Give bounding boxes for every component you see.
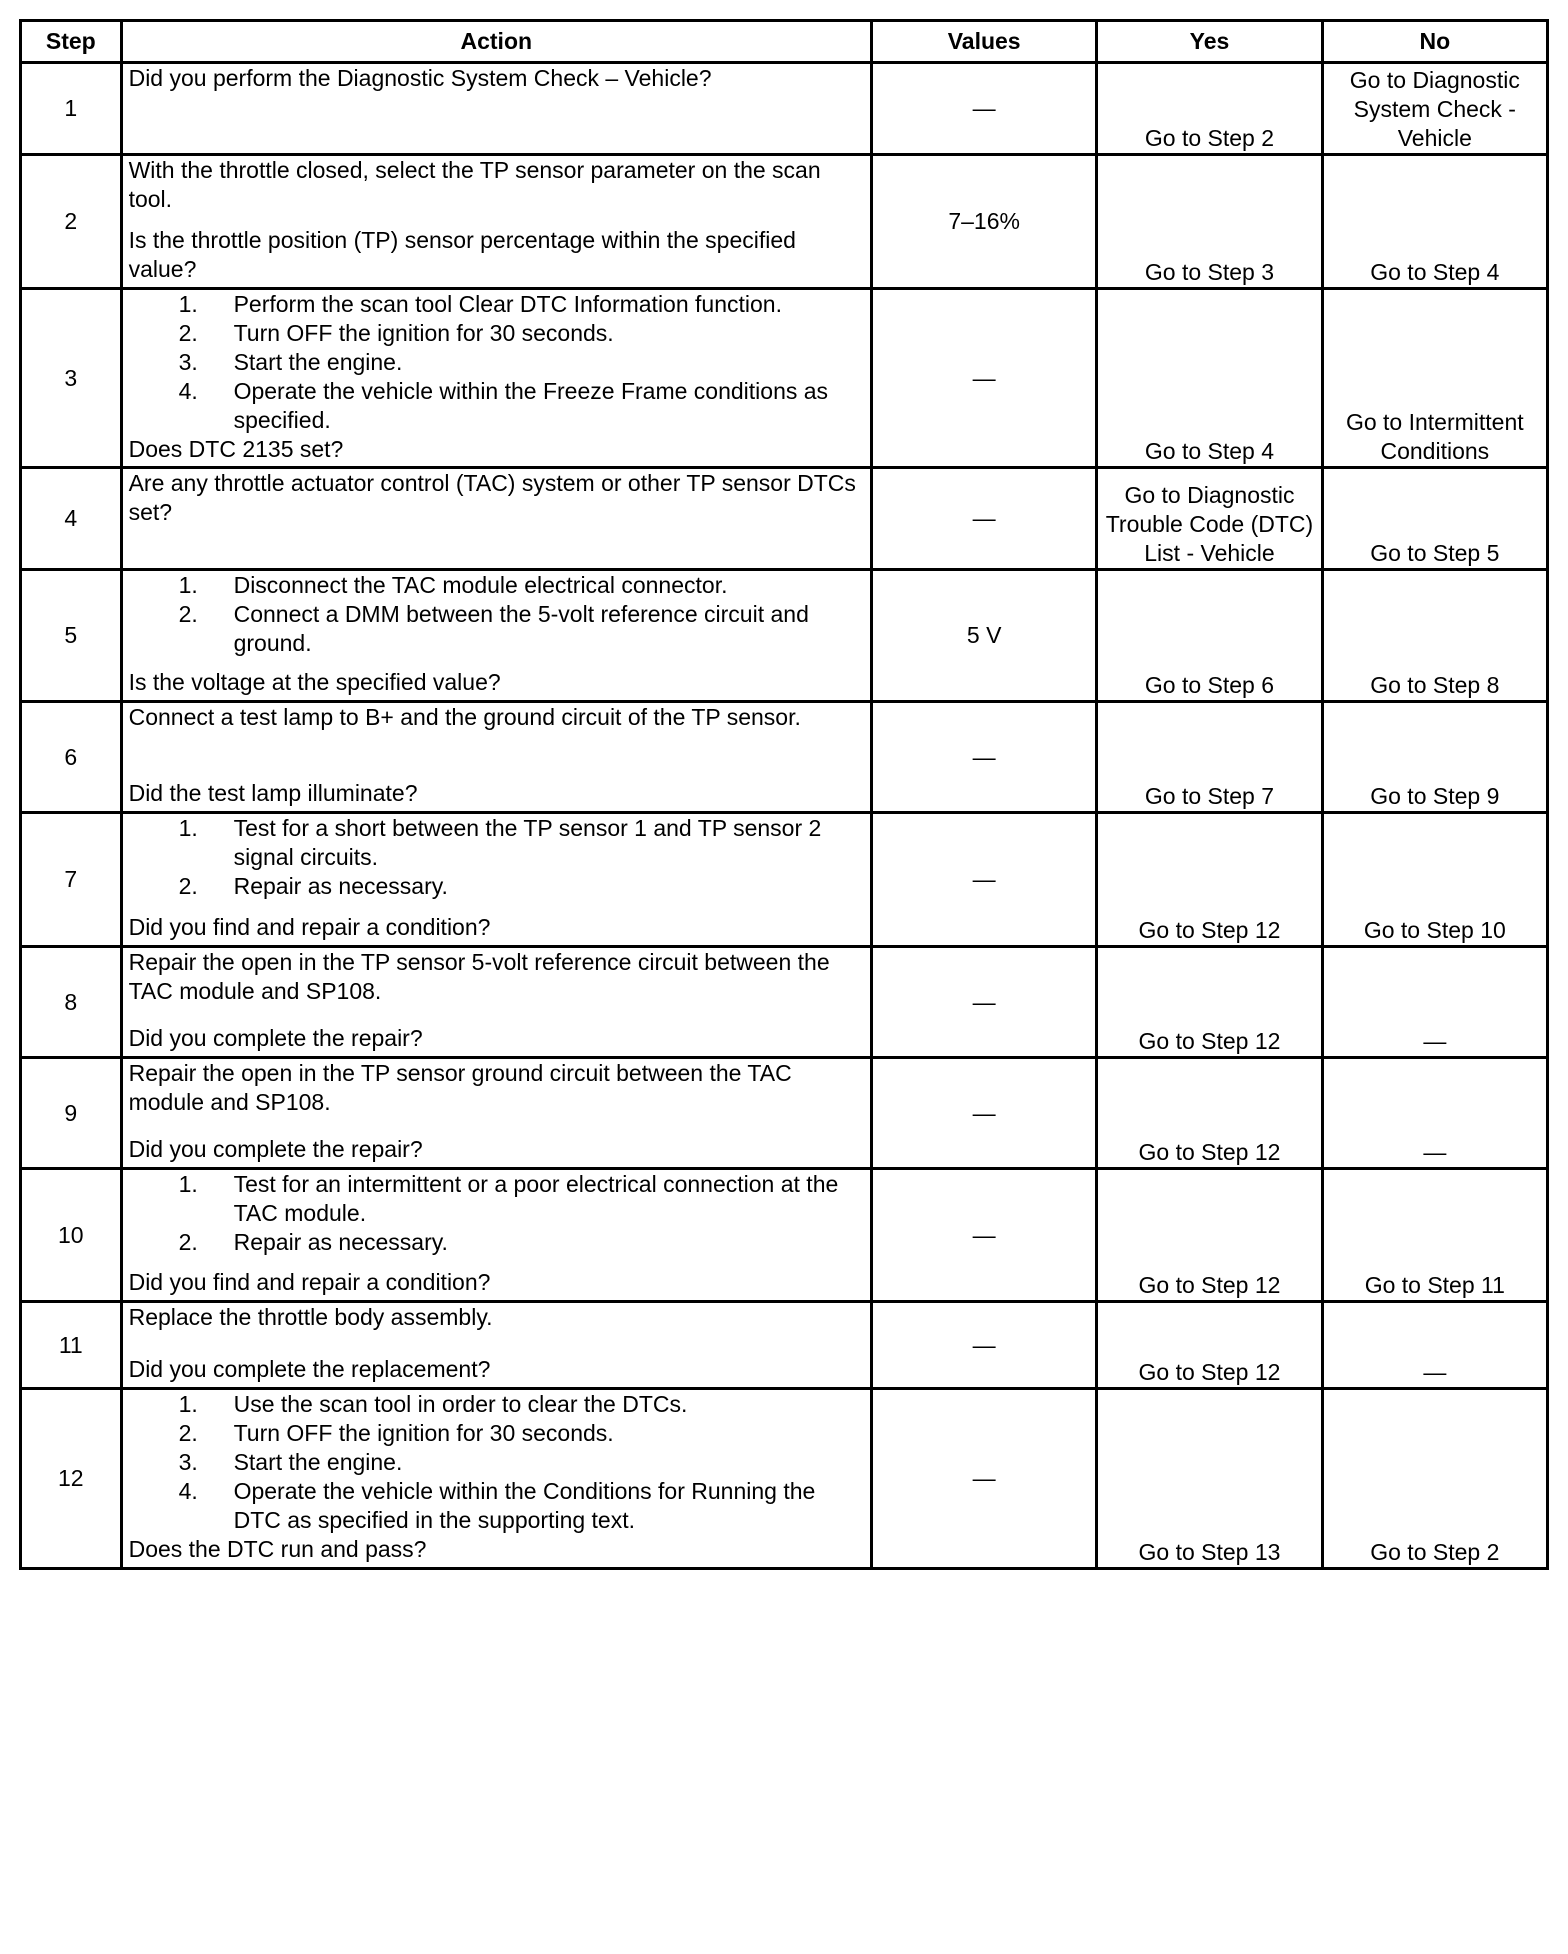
action-list-item <box>129 1477 864 1535</box>
header-values: Values <box>872 21 1097 63</box>
yes-cell: Go to Step 6 <box>1097 570 1322 702</box>
action-question: Did you complete the repair? <box>128 1025 423 1051</box>
header-row <box>21 21 1548 63</box>
list-item-number: 1. <box>178 1391 198 1417</box>
values-cell: — <box>872 1169 1097 1302</box>
values-cell: — <box>872 947 1097 1058</box>
list-item-text: Turn OFF the ignition for 30 seconds. <box>233 1420 614 1446</box>
action-cell <box>121 570 871 702</box>
table-row <box>21 63 1548 155</box>
table-row <box>21 468 1548 570</box>
list-item-number: 1. <box>178 1171 198 1197</box>
table-row <box>21 570 1548 702</box>
step-number: 3 <box>21 289 122 468</box>
action-list-item <box>129 1170 864 1228</box>
action-list-item <box>129 814 864 872</box>
step-number: 6 <box>21 702 122 813</box>
header-step: Step <box>21 21 122 63</box>
list-item-number: 2. <box>178 873 198 899</box>
action-question: Did the test lamp illuminate? <box>128 780 418 806</box>
list-item-text: Repair as necessary. <box>233 1229 448 1255</box>
list-item-text: Start the engine. <box>233 1449 403 1475</box>
step-number: 5 <box>21 570 122 702</box>
action-list-item <box>129 290 864 319</box>
no-cell: Go to Step 10 <box>1322 813 1547 947</box>
no-cell: — <box>1322 1302 1547 1389</box>
step-number: 9 <box>21 1058 122 1169</box>
action-list-item <box>129 1448 864 1477</box>
list-item-number: 1. <box>178 572 198 598</box>
table-row <box>21 1169 1548 1302</box>
values-cell: — <box>872 63 1097 155</box>
action-cell <box>121 1302 871 1389</box>
step-number: 11 <box>21 1302 122 1389</box>
action-list-item <box>129 600 864 658</box>
table-row <box>21 289 1548 468</box>
step-number: 8 <box>21 947 122 1058</box>
action-list-item <box>129 1390 864 1419</box>
action-cell <box>121 813 871 947</box>
action-list <box>129 571 864 658</box>
list-item-number: 1. <box>178 815 198 841</box>
action-text: Repair the open in the TP sensor ground circuit between the TAC module and SP108. <box>128 1060 792 1115</box>
values-cell: — <box>872 813 1097 947</box>
action-text: With the throttle closed, select the TP sensor parameter on the scan tool. <box>128 157 821 212</box>
yes-cell: Go to Step 2 <box>1097 63 1322 155</box>
header-yes: Yes <box>1097 21 1322 63</box>
yes-cell: Go to Step 13 <box>1097 1389 1322 1569</box>
action-question: Does the DTC run and pass? <box>128 1536 427 1562</box>
action-list-item <box>129 1228 864 1257</box>
yes-cell: Go to Step 12 <box>1097 947 1322 1058</box>
header-no: No <box>1322 21 1547 63</box>
diagnostic-table <box>19 19 1549 1570</box>
list-item-text: Repair as necessary. <box>233 873 448 899</box>
action-list <box>129 290 864 435</box>
action-list-item <box>129 319 864 348</box>
values-cell: — <box>872 1389 1097 1569</box>
no-cell: Go to Intermittent Conditions <box>1322 289 1547 468</box>
list-item-number: 3. <box>178 1449 198 1475</box>
list-item-text: Connect a DMM between the 5-volt reference circuit and ground. <box>233 601 809 656</box>
table-row <box>21 1389 1548 1569</box>
no-cell: Go to Step 2 <box>1322 1389 1547 1569</box>
yes-cell: Go to Step 12 <box>1097 1302 1322 1389</box>
action-list <box>129 1170 864 1257</box>
action-text: Did you perform the Diagnostic System Check – Vehicle? <box>128 65 712 91</box>
list-item-number: 2. <box>178 601 198 627</box>
no-cell: Go to Step 5 <box>1322 468 1547 570</box>
action-cell <box>121 1058 871 1169</box>
action-cell <box>121 63 871 155</box>
action-text: Replace the throttle body assembly. <box>128 1304 493 1330</box>
yes-cell: Go to Diagnostic Trouble Code (DTC) List - Vehicle <box>1097 468 1322 570</box>
values-cell: — <box>872 1302 1097 1389</box>
step-number: 4 <box>21 468 122 570</box>
action-list-item <box>129 571 864 600</box>
list-item-text: Operate the vehicle within the Freeze Frame conditions as specified. <box>233 378 829 433</box>
action-list-item <box>129 872 864 901</box>
table-row <box>21 813 1548 947</box>
yes-cell: Go to Step 12 <box>1097 813 1322 947</box>
yes-cell: Go to Step 7 <box>1097 702 1322 813</box>
list-item-number: 1. <box>178 291 198 317</box>
list-item-text: Disconnect the TAC module electrical connector. <box>233 572 728 598</box>
action-cell <box>121 289 871 468</box>
action-list <box>129 814 864 901</box>
list-item-number: 4. <box>178 1478 198 1504</box>
table-row <box>21 1302 1548 1389</box>
action-question: Is the voltage at the specified value? <box>128 669 501 695</box>
action-question: Did you complete the replacement? <box>128 1356 491 1382</box>
action-question: Did you find and repair a condition? <box>128 1269 491 1295</box>
yes-cell: Go to Step 12 <box>1097 1169 1322 1302</box>
values-cell: — <box>872 289 1097 468</box>
list-item-text: Test for an intermittent or a poor electrical connection at the TAC module. <box>233 1171 839 1226</box>
action-cell <box>121 947 871 1058</box>
list-item-number: 3. <box>178 349 198 375</box>
no-cell: — <box>1322 1058 1547 1169</box>
action-cell <box>121 1169 871 1302</box>
list-item-text: Use the scan tool in order to clear the DTCs. <box>233 1391 688 1417</box>
no-cell: Go to Step 4 <box>1322 155 1547 289</box>
yes-cell: Go to Step 4 <box>1097 289 1322 468</box>
action-text: Connect a test lamp to B+ and the ground circuit of the TP sensor. <box>128 704 801 730</box>
action-cell <box>121 702 871 813</box>
step-number: 1 <box>21 63 122 155</box>
action-cell <box>121 155 871 289</box>
table-row <box>21 702 1548 813</box>
action-text: Are any throttle actuator control (TAC) system or other TP sensor DTCs set? <box>128 470 856 525</box>
action-question: Did you find and repair a condition? <box>128 914 491 940</box>
action-list <box>129 1390 864 1535</box>
action-cell <box>121 468 871 570</box>
step-number: 10 <box>21 1169 122 1302</box>
values-cell: 7–16% <box>872 155 1097 289</box>
no-cell: Go to Step 9 <box>1322 702 1547 813</box>
list-item-text: Perform the scan tool Clear DTC Information function. <box>233 291 782 317</box>
header-action: Action <box>121 21 871 63</box>
list-item-text: Start the engine. <box>233 349 403 375</box>
action-question: Does DTC 2135 set? <box>128 436 344 462</box>
list-item-number: 2. <box>178 1229 198 1255</box>
no-cell: — <box>1322 947 1547 1058</box>
list-item-number: 4. <box>178 378 198 404</box>
yes-cell: Go to Step 12 <box>1097 1058 1322 1169</box>
list-item-text: Operate the vehicle within the Conditions for Running the DTC as specified in the supporting text. <box>233 1478 816 1533</box>
step-number: 7 <box>21 813 122 947</box>
list-item-text: Test for a short between the TP sensor 1 and TP sensor 2 signal circuits. <box>233 815 822 870</box>
list-item-number: 2. <box>178 320 198 346</box>
step-number: 12 <box>21 1389 122 1569</box>
no-cell: Go to Step 11 <box>1322 1169 1547 1302</box>
values-cell: — <box>872 468 1097 570</box>
action-question: Is the throttle position (TP) sensor percentage within the specified value? <box>128 227 796 282</box>
step-number: 2 <box>21 155 122 289</box>
values-cell: — <box>872 702 1097 813</box>
action-list-item <box>129 348 864 377</box>
table-row <box>21 155 1548 289</box>
no-cell: Go to Step 8 <box>1322 570 1547 702</box>
values-cell: — <box>872 1058 1097 1169</box>
list-item-text: Turn OFF the ignition for 30 seconds. <box>233 320 614 346</box>
table-row <box>21 947 1548 1058</box>
table-row <box>21 1058 1548 1169</box>
yes-cell: Go to Step 3 <box>1097 155 1322 289</box>
action-text: Repair the open in the TP sensor 5-volt reference circuit between the TAC module and SP108. <box>128 949 830 1004</box>
action-list-item <box>129 1419 864 1448</box>
no-cell: Go to Diagnostic System Check - Vehicle <box>1322 63 1547 155</box>
list-item-number: 2. <box>178 1420 198 1446</box>
action-cell <box>121 1389 871 1569</box>
action-question: Did you complete the repair? <box>128 1136 423 1162</box>
action-list-item <box>129 377 864 435</box>
values-cell: 5 V <box>872 570 1097 702</box>
